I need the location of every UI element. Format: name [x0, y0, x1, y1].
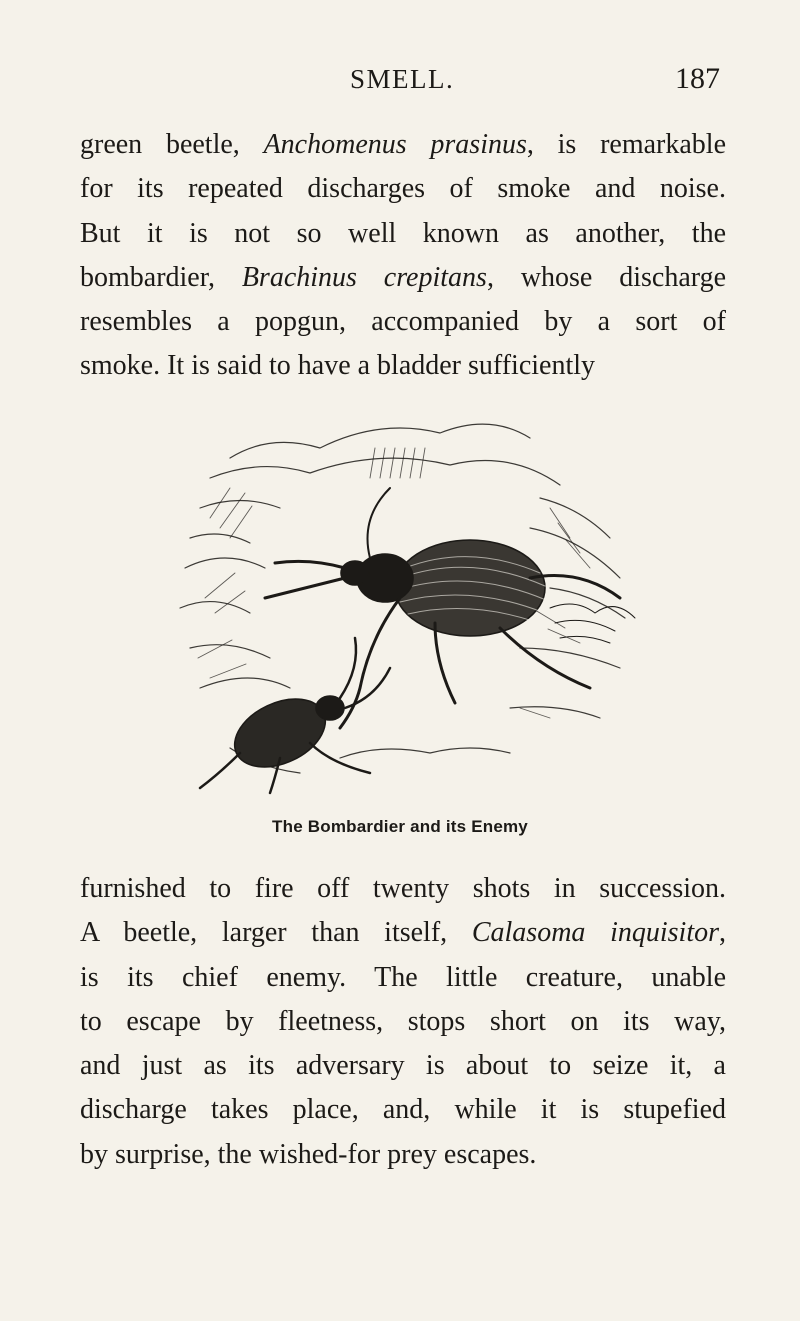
- text-line: is its chief enemy. The little creature, unable: [80, 961, 726, 993]
- text-line: resembles a popgun, accompanied by a sort of: [80, 306, 726, 338]
- text-line: discharge takes place, and, while it is stupefied: [80, 1094, 726, 1126]
- smoke-cloud: [550, 604, 635, 643]
- text-line: But it is not so well known as another, the: [80, 217, 726, 249]
- text-line: smoke. It is said to have a bladder sufficiently: [80, 350, 596, 382]
- paragraph-1: [80, 123, 726, 389]
- page-number: 187: [675, 62, 720, 95]
- species-name-brachinus: Brachinus crepitans: [241, 261, 487, 293]
- calosoma-beetle: [200, 638, 390, 793]
- running-head: [80, 62, 720, 98]
- text-line: bombardier, Brachinus crepitans, whose discharge: [80, 261, 726, 293]
- text-line: green beetle, Anchomenus prasinus, is remarkable: [80, 129, 726, 160]
- text-line: A beetle, larger than itself, Calasoma inquisitor,: [80, 917, 726, 949]
- text-line: to escape by fleetness, stops short on its way,: [80, 1005, 726, 1037]
- bombardier-beetle: [265, 488, 620, 728]
- text-line: furnished to fire off twenty shots in succession.: [80, 873, 726, 904]
- text-line: and just as its adversary is about to seize it, a: [80, 1050, 726, 1082]
- species-name-calasoma: Calasoma inquisitor: [471, 917, 719, 949]
- text-line: for its repeated discharges of smoke and noise.: [80, 173, 726, 205]
- paragraph-2: [80, 867, 726, 1177]
- species-name-anchomenus: Anchomenus prasinus: [263, 129, 527, 160]
- running-title: SMELL.: [350, 64, 455, 94]
- text-line: by surprise, the wished-for prey escapes.: [80, 1138, 537, 1170]
- beetle-illustration: [170, 418, 640, 803]
- figure-caption: The Bombardier and its Enemy: [272, 817, 528, 836]
